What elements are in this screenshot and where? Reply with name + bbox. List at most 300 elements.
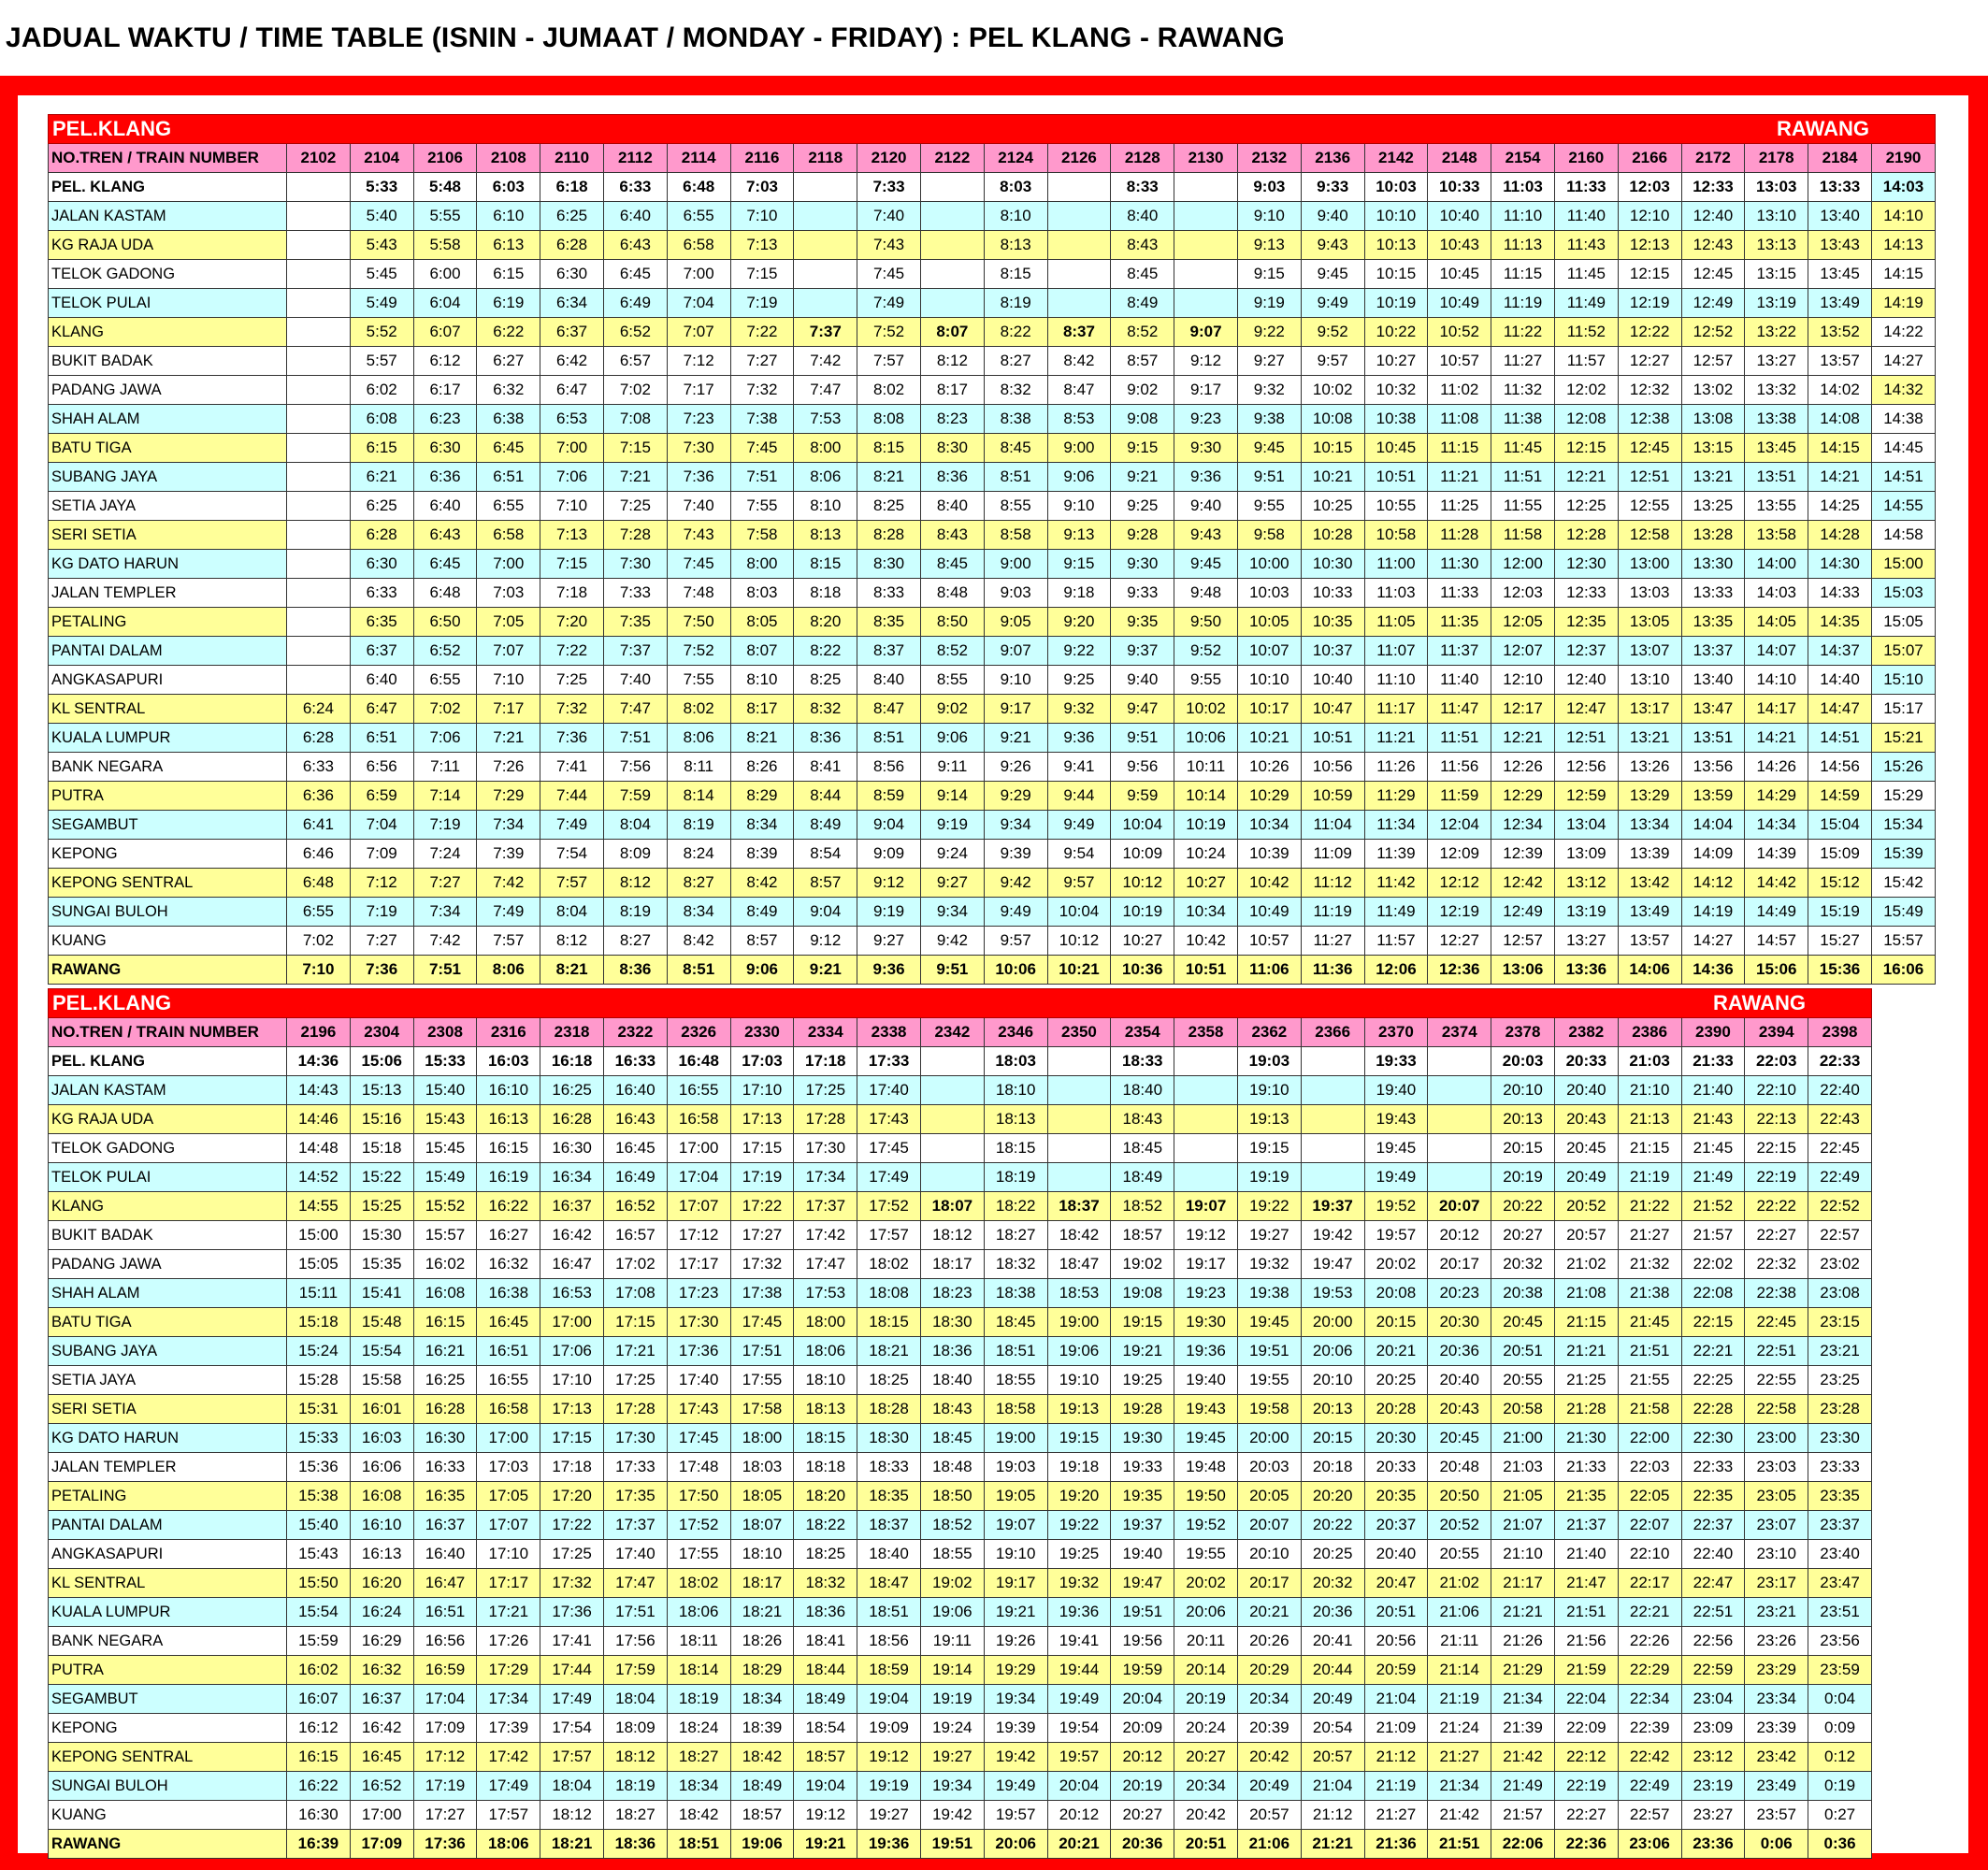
time-cell: 12:32	[1618, 376, 1681, 405]
time-cell: 17:40	[857, 1076, 921, 1105]
time-cell: 18:42	[1047, 1221, 1111, 1250]
train-number: 2326	[667, 1018, 730, 1047]
time-cell: 19:00	[1047, 1308, 1111, 1337]
time-cell: 12:34	[1491, 811, 1555, 840]
time-cell: 16:42	[540, 1221, 604, 1250]
time-cell: 7:24	[413, 840, 477, 869]
station-name: PETALING	[49, 608, 287, 637]
time-cell: 6:17	[413, 376, 477, 405]
time-cell: 20:19	[1111, 1772, 1174, 1801]
time-cell: 8:36	[920, 463, 984, 492]
time-cell: 15:00	[1871, 550, 1935, 579]
station-name: TELOK GADONG	[49, 1134, 287, 1163]
time-cell: 12:07	[1491, 637, 1555, 666]
time-cell: 23:05	[1745, 1482, 1808, 1511]
time-cell: 15:05	[1871, 608, 1935, 637]
time-cell	[794, 173, 857, 202]
time-cell: 8:42	[667, 927, 730, 956]
time-cell: 8:26	[730, 753, 794, 782]
time-cell: 20:07	[1428, 1192, 1491, 1221]
time-cell: 14:55	[1871, 492, 1935, 521]
train-number: 2124	[984, 144, 1047, 173]
time-cell: 21:45	[1681, 1134, 1745, 1163]
time-cell: 11:40	[1428, 666, 1491, 695]
time-cell: 20:49	[1237, 1772, 1301, 1801]
time-cell: 9:15	[1047, 550, 1111, 579]
train-number: 2172	[1681, 144, 1745, 173]
time-cell: 6:25	[540, 202, 604, 231]
time-cell: 18:18	[794, 1453, 857, 1482]
time-cell: 10:21	[1047, 956, 1111, 985]
time-cell: 14:40	[1808, 666, 1872, 695]
time-cell: 21:29	[1491, 1656, 1555, 1685]
time-cell: 17:32	[730, 1250, 794, 1279]
station-row	[49, 1308, 1872, 1337]
time-cell: 22:03	[1745, 1047, 1808, 1076]
time-cell: 14:56	[1808, 753, 1872, 782]
time-cell: 7:03	[730, 173, 794, 202]
time-cell: 7:28	[603, 521, 667, 550]
time-cell: 19:19	[857, 1772, 921, 1801]
time-cell: 12:27	[1618, 347, 1681, 376]
time-cell: 12:00	[1491, 550, 1555, 579]
station-row	[49, 1134, 1872, 1163]
time-cell: 10:27	[1174, 869, 1238, 898]
time-cell: 23:35	[1808, 1482, 1872, 1511]
time-cell	[1047, 1134, 1111, 1163]
time-cell	[1174, 1163, 1238, 1192]
time-cell: 18:19	[667, 1685, 730, 1714]
time-cell: 8:55	[984, 492, 1047, 521]
time-cell: 7:35	[603, 608, 667, 637]
time-cell: 10:47	[1301, 695, 1364, 724]
time-cell: 13:57	[1808, 347, 1872, 376]
time-cell: 16:33	[603, 1047, 667, 1076]
time-cell: 18:24	[667, 1714, 730, 1743]
time-cell: 17:18	[794, 1047, 857, 1076]
time-cell	[1301, 1047, 1364, 1076]
station-name: KEPONG	[49, 1714, 287, 1743]
time-cell: 20:54	[1301, 1714, 1364, 1743]
time-cell: 17:06	[540, 1337, 604, 1366]
time-cell: 19:52	[1364, 1192, 1428, 1221]
time-cell: 17:13	[730, 1105, 794, 1134]
train-number: 2184	[1808, 144, 1872, 173]
time-cell: 18:43	[920, 1395, 984, 1424]
time-cell	[920, 202, 984, 231]
time-cell: 8:03	[984, 173, 1047, 202]
station-row	[49, 637, 1936, 666]
time-cell: 21:33	[1681, 1047, 1745, 1076]
time-cell: 18:37	[857, 1511, 921, 1540]
time-cell: 10:08	[1301, 405, 1364, 434]
time-cell: 15:27	[1808, 927, 1872, 956]
time-cell: 17:21	[477, 1598, 540, 1627]
time-cell: 12:28	[1554, 521, 1618, 550]
time-cell: 20:19	[1491, 1163, 1555, 1192]
time-cell: 6:04	[413, 289, 477, 318]
time-cell: 12:19	[1618, 289, 1681, 318]
time-cell: 11:40	[1554, 202, 1618, 231]
time-cell	[287, 521, 351, 550]
time-cell: 15:50	[287, 1569, 351, 1598]
time-cell: 16:45	[603, 1134, 667, 1163]
time-cell: 17:04	[413, 1685, 477, 1714]
time-cell: 6:24	[287, 695, 351, 724]
train-number: 2346	[984, 1018, 1047, 1047]
station-name: RAWANG	[49, 1830, 287, 1859]
time-cell: 18:30	[920, 1308, 984, 1337]
time-cell: 21:12	[1364, 1743, 1428, 1772]
time-cell: 18:53	[1047, 1279, 1111, 1308]
time-cell: 8:17	[730, 695, 794, 724]
station-row	[49, 550, 1936, 579]
time-cell: 13:00	[1618, 550, 1681, 579]
time-cell: 8:06	[477, 956, 540, 985]
time-cell: 23:25	[1808, 1366, 1872, 1395]
time-cell: 20:57	[1237, 1801, 1301, 1830]
time-cell: 20:26	[1237, 1627, 1301, 1656]
station-row	[49, 1047, 1872, 1076]
time-cell: 22:40	[1681, 1540, 1745, 1569]
time-cell: 16:15	[413, 1308, 477, 1337]
time-cell: 20:40	[1364, 1540, 1428, 1569]
time-cell: 11:33	[1428, 579, 1491, 608]
time-cell: 9:42	[920, 927, 984, 956]
time-cell: 8:21	[857, 463, 921, 492]
time-cell: 15:25	[350, 1192, 413, 1221]
time-cell: 8:07	[730, 637, 794, 666]
time-cell: 15:00	[287, 1221, 351, 1250]
time-cell: 11:27	[1301, 927, 1364, 956]
time-cell	[794, 289, 857, 318]
time-cell: 8:51	[857, 724, 921, 753]
time-cell: 11:37	[1428, 637, 1491, 666]
time-cell: 22:00	[1618, 1424, 1681, 1453]
time-cell: 6:52	[413, 637, 477, 666]
time-cell: 17:27	[413, 1801, 477, 1830]
station-row	[49, 898, 1936, 927]
station-name: KG DATO HARUN	[49, 550, 287, 579]
station-name: BATU TIGA	[49, 1308, 287, 1337]
time-cell: 21:15	[1554, 1308, 1618, 1337]
time-cell: 9:54	[1047, 840, 1111, 869]
time-cell: 21:11	[1428, 1627, 1491, 1656]
time-cell: 23:06	[1618, 1830, 1681, 1859]
train-number: 2136	[1301, 144, 1364, 173]
time-cell: 17:30	[794, 1134, 857, 1163]
time-cell: 16:22	[477, 1192, 540, 1221]
time-cell: 8:49	[730, 898, 794, 927]
time-cell	[1301, 1105, 1364, 1134]
time-cell: 7:41	[540, 753, 604, 782]
time-cell: 20:04	[1047, 1772, 1111, 1801]
time-cell: 8:02	[667, 695, 730, 724]
time-cell: 20:32	[1491, 1250, 1555, 1279]
time-cell: 14:25	[1808, 492, 1872, 521]
time-cell: 21:33	[1554, 1453, 1618, 1482]
time-cell: 19:20	[1047, 1482, 1111, 1511]
time-cell: 19:13	[1237, 1105, 1301, 1134]
origin-label: PEL.KLANG	[52, 991, 172, 1014]
time-cell: 9:32	[1237, 376, 1301, 405]
time-cell: 9:29	[984, 782, 1047, 811]
time-cell: 8:14	[667, 782, 730, 811]
time-cell: 13:13	[1745, 231, 1808, 260]
time-cell: 19:06	[1047, 1337, 1111, 1366]
time-cell: 9:51	[1111, 724, 1174, 753]
time-cell: 6:28	[350, 521, 413, 550]
time-cell: 7:21	[603, 463, 667, 492]
time-cell: 20:02	[1174, 1569, 1238, 1598]
time-cell: 17:43	[667, 1395, 730, 1424]
time-cell: 8:30	[857, 550, 921, 579]
time-cell: 18:25	[794, 1540, 857, 1569]
time-cell: 10:32	[1364, 376, 1428, 405]
time-cell: 12:45	[1618, 434, 1681, 463]
time-cell: 13:33	[1808, 173, 1872, 202]
time-cell: 6:36	[413, 463, 477, 492]
time-cell: 0:04	[1808, 1685, 1872, 1714]
time-cell: 14:51	[1871, 463, 1935, 492]
time-cell: 12:45	[1681, 260, 1745, 289]
time-cell: 8:22	[984, 318, 1047, 347]
station-name: SUNGAI BULOH	[49, 898, 287, 927]
time-cell: 22:28	[1681, 1395, 1745, 1424]
time-cell: 18:36	[920, 1337, 984, 1366]
time-cell: 19:57	[1047, 1743, 1111, 1772]
time-cell: 7:17	[667, 376, 730, 405]
time-cell: 17:15	[730, 1134, 794, 1163]
time-cell: 17:55	[730, 1366, 794, 1395]
time-cell: 0:06	[1745, 1830, 1808, 1859]
time-cell	[1174, 1076, 1238, 1105]
time-cell: 11:47	[1428, 695, 1491, 724]
time-cell: 8:27	[667, 869, 730, 898]
time-cell: 18:12	[540, 1801, 604, 1830]
time-cell: 13:57	[1618, 927, 1681, 956]
time-cell: 7:30	[667, 434, 730, 463]
time-cell: 22:10	[1618, 1540, 1681, 1569]
time-cell: 11:45	[1491, 434, 1555, 463]
time-cell: 12:47	[1554, 695, 1618, 724]
time-cell: 11:38	[1491, 405, 1555, 434]
time-cell: 20:08	[1364, 1279, 1428, 1308]
time-cell: 22:07	[1618, 1511, 1681, 1540]
time-cell: 12:51	[1554, 724, 1618, 753]
time-cell: 12:12	[1428, 869, 1491, 898]
time-cell: 8:34	[730, 811, 794, 840]
time-cell: 7:40	[667, 492, 730, 521]
station-name: SERI SETIA	[49, 1395, 287, 1424]
station-row	[49, 318, 1936, 347]
time-cell: 23:56	[1808, 1627, 1872, 1656]
time-cell: 8:57	[1111, 347, 1174, 376]
time-cell: 17:15	[540, 1424, 604, 1453]
timetable-afternoon	[48, 988, 1872, 1859]
time-cell: 18:22	[794, 1511, 857, 1540]
time-cell: 11:57	[1364, 927, 1428, 956]
time-cell: 10:15	[1364, 260, 1428, 289]
time-cell: 10:10	[1364, 202, 1428, 231]
time-cell: 22:32	[1745, 1250, 1808, 1279]
time-cell: 10:19	[1364, 289, 1428, 318]
time-cell: 6:08	[350, 405, 413, 434]
time-cell	[794, 202, 857, 231]
station-row	[49, 927, 1936, 956]
time-cell: 23:42	[1745, 1743, 1808, 1772]
time-cell: 18:40	[857, 1540, 921, 1569]
time-cell: 16:28	[413, 1395, 477, 1424]
time-cell: 7:57	[857, 347, 921, 376]
time-cell: 16:24	[350, 1598, 413, 1627]
time-cell: 0:19	[1808, 1772, 1872, 1801]
time-cell: 20:13	[1491, 1105, 1555, 1134]
time-cell: 20:57	[1554, 1221, 1618, 1250]
time-cell: 17:34	[794, 1163, 857, 1192]
time-cell: 10:06	[1174, 724, 1238, 753]
time-cell: 22:33	[1681, 1453, 1745, 1482]
time-cell: 9:21	[984, 724, 1047, 753]
time-cell: 17:10	[477, 1540, 540, 1569]
time-cell: 19:49	[1047, 1685, 1111, 1714]
time-cell: 9:49	[1047, 811, 1111, 840]
time-cell: 19:15	[1047, 1424, 1111, 1453]
time-cell: 16:33	[413, 1453, 477, 1482]
time-cell: 7:37	[603, 637, 667, 666]
time-cell: 20:49	[1301, 1685, 1364, 1714]
time-cell: 22:37	[1681, 1511, 1745, 1540]
time-cell: 11:19	[1491, 289, 1555, 318]
time-cell: 10:35	[1301, 608, 1364, 637]
time-cell: 14:58	[1871, 521, 1935, 550]
time-cell: 10:22	[1364, 318, 1428, 347]
time-cell: 9:57	[984, 927, 1047, 956]
station-name: SHAH ALAM	[49, 405, 287, 434]
time-cell: 7:49	[857, 289, 921, 318]
time-cell: 6:58	[477, 521, 540, 550]
time-cell: 15:43	[287, 1540, 351, 1569]
train-number: 2126	[1047, 144, 1111, 173]
time-cell: 20:24	[1174, 1714, 1238, 1743]
time-cell: 22:15	[1745, 1134, 1808, 1163]
time-cell: 9:08	[1111, 405, 1174, 434]
time-cell: 21:32	[1618, 1250, 1681, 1279]
time-cell	[1428, 1076, 1491, 1105]
station-name: PEL. KLANG	[49, 1047, 287, 1076]
time-cell: 8:27	[603, 927, 667, 956]
time-cell: 10:28	[1301, 521, 1364, 550]
time-cell: 8:15	[984, 260, 1047, 289]
time-cell: 16:45	[350, 1743, 413, 1772]
time-cell: 12:10	[1491, 666, 1555, 695]
time-cell: 11:15	[1428, 434, 1491, 463]
time-cell: 17:43	[857, 1105, 921, 1134]
train-number: 2322	[603, 1018, 667, 1047]
time-cell	[287, 260, 351, 289]
time-cell: 19:15	[1111, 1308, 1174, 1337]
time-cell: 17:17	[477, 1569, 540, 1598]
station-name: ANGKASAPURI	[49, 1540, 287, 1569]
time-cell: 8:33	[1111, 173, 1174, 202]
time-cell: 14:26	[1745, 753, 1808, 782]
time-cell: 19:36	[1047, 1598, 1111, 1627]
time-cell: 13:10	[1745, 202, 1808, 231]
time-cell: 6:40	[413, 492, 477, 521]
time-cell: 18:10	[794, 1366, 857, 1395]
time-cell: 19:42	[920, 1801, 984, 1830]
time-cell: 22:47	[1681, 1569, 1745, 1598]
time-cell: 11:57	[1554, 347, 1618, 376]
time-cell: 11:07	[1364, 637, 1428, 666]
time-cell: 18:57	[730, 1801, 794, 1830]
time-cell: 17:42	[477, 1743, 540, 1772]
time-cell: 21:35	[1554, 1482, 1618, 1511]
time-cell: 12:42	[1491, 869, 1555, 898]
time-cell: 14:21	[1745, 724, 1808, 753]
time-cell: 15:36	[1808, 956, 1872, 985]
time-cell: 16:56	[413, 1627, 477, 1656]
time-cell: 13:25	[1681, 492, 1745, 521]
time-cell: 9:50	[1174, 608, 1238, 637]
time-cell: 21:05	[1491, 1482, 1555, 1511]
time-cell: 17:58	[730, 1395, 794, 1424]
time-cell: 19:27	[1237, 1221, 1301, 1250]
time-cell: 18:52	[920, 1511, 984, 1540]
time-cell: 20:33	[1554, 1047, 1618, 1076]
time-cell: 7:22	[540, 637, 604, 666]
time-cell: 21:45	[1618, 1308, 1681, 1337]
time-cell: 16:59	[413, 1656, 477, 1685]
time-cell: 7:29	[477, 782, 540, 811]
station-name: SUNGAI BULOH	[49, 1772, 287, 1801]
time-cell: 18:51	[984, 1337, 1047, 1366]
time-cell: 18:09	[603, 1714, 667, 1743]
time-cell: 20:40	[1554, 1076, 1618, 1105]
time-cell: 16:57	[603, 1221, 667, 1250]
time-cell: 7:33	[857, 173, 921, 202]
time-cell: 13:51	[1745, 463, 1808, 492]
time-cell: 22:58	[1745, 1395, 1808, 1424]
time-cell: 19:48	[1174, 1453, 1238, 1482]
time-cell: 21:51	[1618, 1337, 1681, 1366]
station-row	[49, 1569, 1872, 1598]
train-number: 2350	[1047, 1018, 1111, 1047]
time-cell: 20:32	[1301, 1569, 1364, 1598]
time-cell: 18:58	[984, 1395, 1047, 1424]
station-name: KEPONG SENTRAL	[49, 1743, 287, 1772]
time-cell: 18:39	[730, 1714, 794, 1743]
time-cell: 17:37	[603, 1511, 667, 1540]
time-cell: 11:06	[1237, 956, 1301, 985]
time-cell: 18:12	[920, 1221, 984, 1250]
time-cell: 20:20	[1301, 1482, 1364, 1511]
time-cell: 7:09	[350, 840, 413, 869]
time-cell: 10:39	[1237, 840, 1301, 869]
time-cell: 16:29	[350, 1627, 413, 1656]
time-cell: 9:49	[1301, 289, 1364, 318]
time-cell: 7:02	[603, 376, 667, 405]
time-cell: 8:48	[920, 579, 984, 608]
time-cell: 17:59	[603, 1656, 667, 1685]
time-cell: 7:40	[857, 202, 921, 231]
time-cell: 11:32	[1491, 376, 1555, 405]
time-cell: 10:42	[1174, 927, 1238, 956]
time-cell: 7:02	[413, 695, 477, 724]
time-cell: 10:21	[1301, 463, 1364, 492]
time-cell: 16:27	[477, 1221, 540, 1250]
time-cell: 9:34	[920, 898, 984, 927]
